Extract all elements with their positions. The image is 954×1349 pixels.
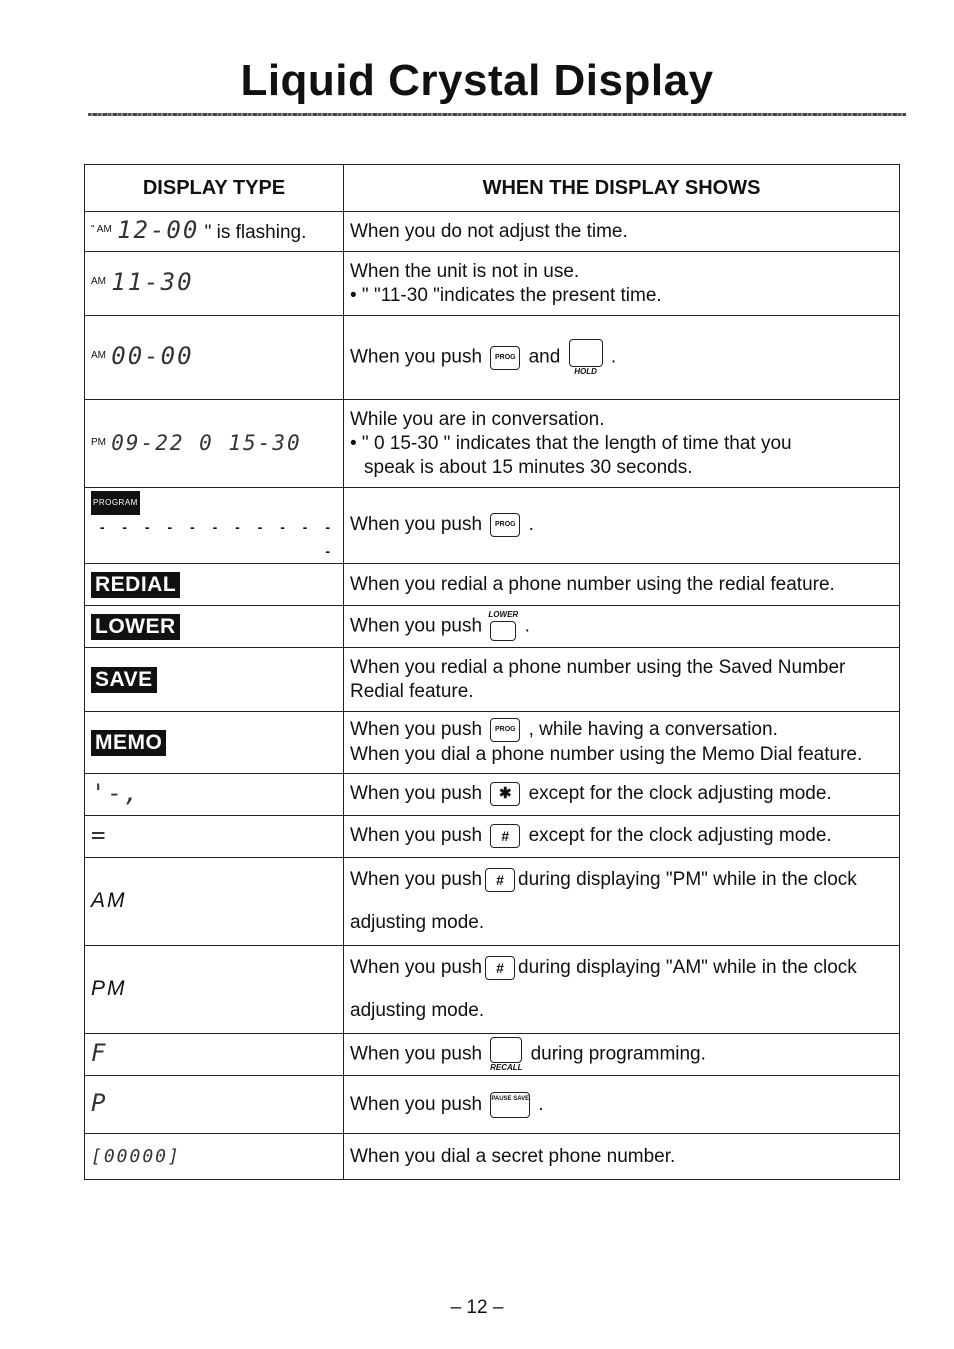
description-line: speak is about 15 minutes 30 seconds.: [364, 456, 693, 478]
description-cell: [344, 774, 900, 816]
description-cell: [344, 648, 900, 712]
table-row: [85, 564, 900, 606]
table-row: [85, 1076, 900, 1134]
hash-key-icon: #: [485, 956, 515, 980]
description-line: adjusting mode.: [350, 999, 485, 1021]
table-row: [85, 316, 900, 400]
pause-save-key-icon: PAUSE SAVE: [490, 1092, 530, 1118]
recall-key-box: [490, 1037, 522, 1063]
pm-indicator: PM: [91, 436, 106, 448]
display-cell: [85, 1134, 344, 1180]
description-text: and: [528, 346, 561, 368]
display-cell: [85, 212, 344, 252]
table-row: [85, 1034, 900, 1076]
display-cell: [85, 400, 344, 488]
display-note: " is flashing.: [199, 222, 307, 243]
prog-key-icon: PROG: [490, 718, 520, 742]
description-line: • " 0 15-30 " indicates that the length of time that you: [350, 432, 792, 454]
description-cell: [344, 1076, 900, 1134]
description-cell: [344, 488, 900, 564]
dash-readout: - - - - - - - - - - - -: [99, 519, 337, 559]
table-row: [85, 712, 900, 774]
description-text: during displaying "AM" while in the clock: [518, 957, 857, 979]
segment-readout: '-,: [91, 779, 141, 807]
table-row: [85, 606, 900, 648]
description-text: When you push: [350, 615, 483, 637]
description-text: When you push: [350, 719, 483, 741]
description-cell: [344, 606, 900, 648]
table-row: [85, 648, 900, 712]
am-readout: AM: [91, 889, 127, 912]
display-cell: [85, 252, 344, 316]
description-text: except for the clock adjusting mode.: [528, 783, 832, 805]
table-row: [85, 400, 900, 488]
table-row: [85, 858, 900, 946]
table-header-row: [85, 165, 900, 212]
hold-key-box: [569, 339, 603, 367]
description-text: except for the clock adjusting mode.: [528, 825, 832, 847]
hash-key-icon: #: [490, 824, 520, 848]
display-cell: [85, 946, 344, 1034]
segment-readout: 11-30: [111, 268, 194, 296]
am-indicator: AM: [91, 350, 106, 361]
segment-readout: =: [91, 821, 108, 849]
description-text: When you push: [350, 346, 483, 368]
lower-key-icon: [487, 610, 519, 643]
segment-readout: 12-00: [117, 216, 200, 244]
description-cell: [344, 1034, 900, 1076]
page-number: – 12 –: [450, 1297, 504, 1318]
description-line: When you redial a phone number using the Saved Number: [350, 656, 846, 678]
description-text: , while having a conversation.: [528, 719, 778, 741]
prog-key-icon: PROG: [490, 346, 520, 370]
description-cell: [344, 712, 900, 774]
page-title: Liquid Crystal Display: [240, 56, 714, 105]
save-indicator: SAVE: [91, 667, 157, 693]
description-cell: When you dial a secret phone number.: [344, 1134, 900, 1180]
description-text: When you push: [350, 869, 483, 891]
description-text: When you push: [350, 783, 483, 805]
description-line: When you dial a phone number using the Memo Dial feature.: [350, 743, 863, 765]
key-label: LOWER: [488, 610, 519, 619]
redial-indicator: REDIAL: [91, 572, 180, 598]
description-text: When you push: [350, 514, 483, 536]
pm-readout: PM: [91, 977, 127, 1000]
display-cell: [85, 816, 344, 858]
star-key-icon: ✱: [490, 782, 520, 806]
description-text: during displaying "PM" while in the clock: [518, 869, 857, 891]
lower-key-box: [490, 621, 516, 641]
display-cell: [85, 606, 344, 648]
description-line: • " "11-30 "indicates the present time.: [350, 284, 662, 306]
display-cell: [85, 712, 344, 774]
display-cell: [85, 564, 344, 606]
description-line: adjusting mode.: [350, 911, 485, 933]
display-cell: [85, 1076, 344, 1134]
key-label: HOLD: [574, 367, 597, 376]
recall-key-icon: [487, 1037, 525, 1072]
segment-readout: [00000]: [91, 1145, 181, 1167]
description-cell: [344, 816, 900, 858]
hold-key-icon: [566, 339, 606, 376]
description-line: While you are in conversation.: [350, 408, 605, 430]
description-cell: [344, 946, 900, 1034]
description-line: When the unit is not in use.: [350, 260, 580, 282]
description-text: .: [524, 615, 530, 637]
segment-readout: P: [91, 1089, 108, 1117]
segment-readout: 09-22 0 15-30: [111, 430, 302, 455]
description-text: When you push: [350, 825, 483, 847]
description-text: When you push: [350, 1093, 483, 1115]
description-cell: [344, 252, 900, 316]
lcd-table: [84, 164, 900, 1180]
table-row: [85, 816, 900, 858]
segment-readout: 00-00: [111, 342, 194, 370]
am-indicator: " AM: [91, 224, 112, 235]
description-line: Redial feature.: [350, 680, 474, 702]
title-underline: [88, 113, 906, 116]
am-indicator: AM: [91, 276, 106, 287]
description-cell: [344, 858, 900, 946]
table-row: [85, 1134, 900, 1180]
table-row: [85, 946, 900, 1034]
description-cell: When you do not adjust the time.: [344, 212, 900, 252]
key-label: RECALL: [490, 1063, 523, 1072]
display-cell: [85, 316, 344, 400]
description-cell: [344, 400, 900, 488]
header-display-type: DISPLAY TYPE: [85, 165, 344, 212]
description-cell: When you redial a phone number using the redial feature.: [344, 564, 900, 606]
display-cell: [85, 774, 344, 816]
description-text: .: [610, 346, 617, 368]
header-when-shows: WHEN THE DISPLAY SHOWS: [344, 165, 900, 212]
table-row: [85, 252, 900, 316]
prog-key-icon: PROG: [490, 513, 520, 537]
description-cell: [344, 316, 900, 400]
lower-indicator: LOWER: [91, 614, 180, 640]
description-text: When you push: [350, 957, 483, 979]
description-text: .: [528, 514, 534, 536]
display-cell: [85, 488, 344, 564]
description-text: .: [538, 1093, 544, 1115]
table-row: [85, 774, 900, 816]
display-cell: [85, 648, 344, 712]
table-row: [85, 488, 900, 564]
description-text: When you push: [350, 1043, 483, 1065]
display-cell: [85, 1034, 344, 1076]
hash-key-icon: #: [485, 868, 515, 892]
display-cell: [85, 858, 344, 946]
program-indicator: PROGRAM: [91, 491, 140, 515]
memo-indicator: MEMO: [91, 730, 166, 756]
description-text: during programming.: [530, 1043, 706, 1065]
table-row: [85, 212, 900, 252]
segment-readout: F: [91, 1039, 108, 1067]
